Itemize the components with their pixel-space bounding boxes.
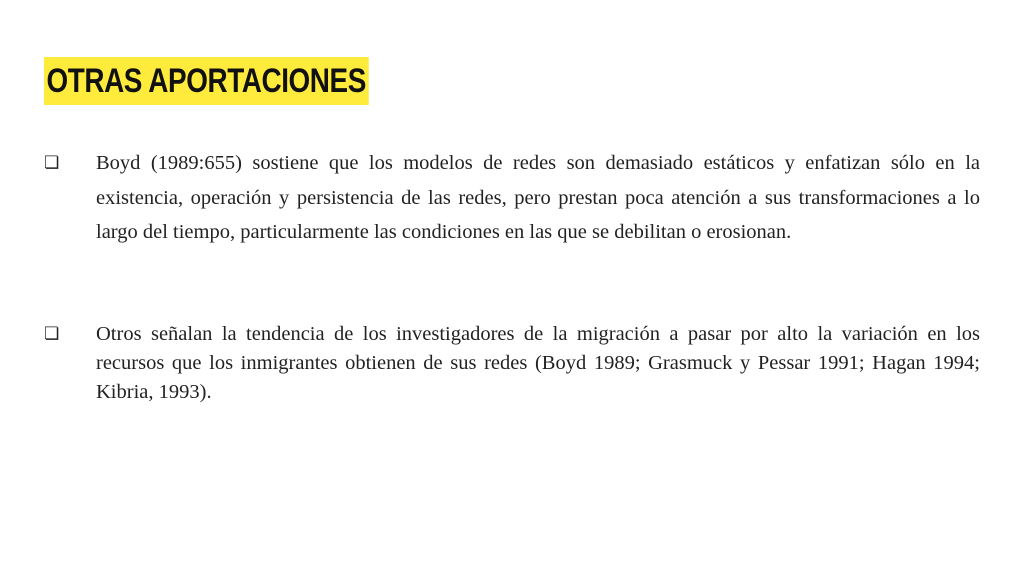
hollow-box-icon: ❏ (44, 153, 60, 173)
hollow-box-icon: ❏ (44, 323, 60, 344)
slide-title: OTRAS APORTACIONES (44, 57, 368, 105)
bullet-list (44, 146, 980, 407)
bullet-text: Boyd (1989:655) sostiene que los modelos de redes son demasiado estáticos y enfatizan sólo en la existencia, operación y persistencia de las redes, pero prestan poca atención a sus transformaciones a lo largo del tiempo, particularmente las condiciones en las que se debilitan o erosionan. (96, 152, 980, 243)
bullet-item-otros (44, 320, 980, 407)
bullet-text: Otros señalan la tendencia de los investigadores de la migración a pasar por alto la variación en los recursos que los inmigrantes obtienen de sus redes (Boyd 1989; Grasmuck y Pessar 1991; Hagan 1994; Kibria, 1993). (96, 322, 980, 403)
bullet-item-boyd (44, 146, 980, 250)
